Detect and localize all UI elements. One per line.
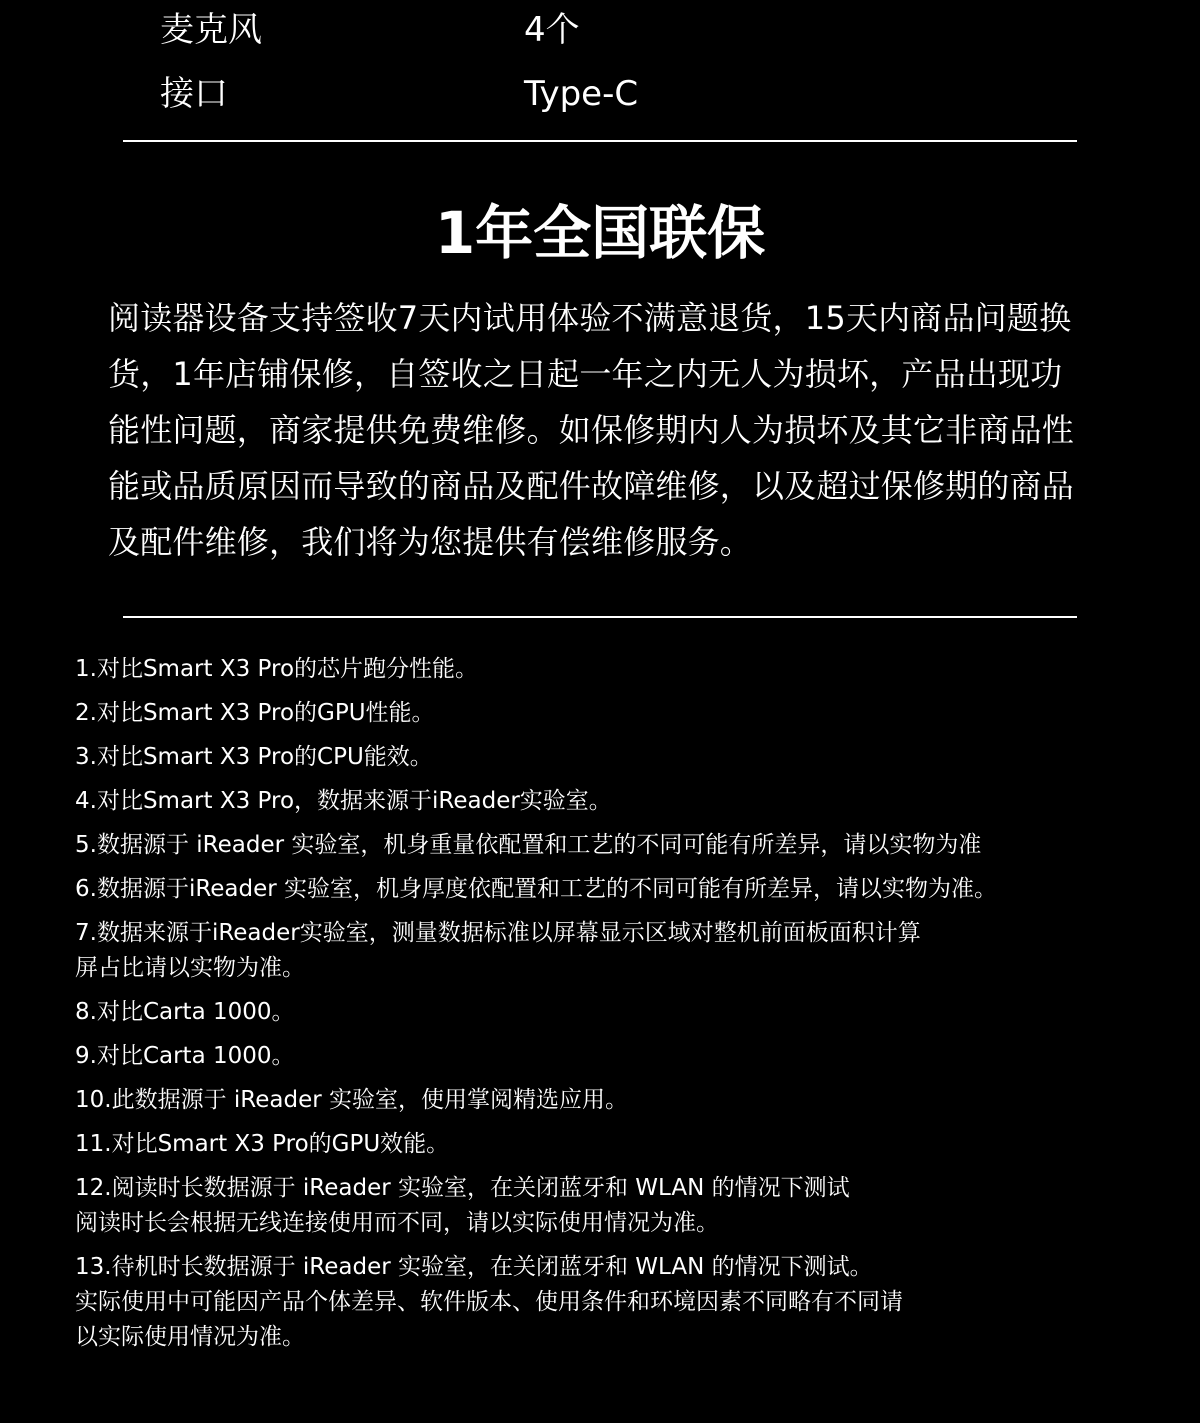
- footnote: [75, 784, 1125, 819]
- footnote-line: 6.数据源于iReader 实验室，机身厚度依配置和工艺的不同可能有所差异，请以实物为准。: [75, 876, 998, 902]
- footnote: [75, 1083, 1125, 1118]
- footnote-line: 阅读时长会根据无线连接使用而不同，请以实际使用情况为准。: [75, 1210, 719, 1236]
- footnote-line: 13.待机时长数据源于 iReader 实验室，在关闭蓝牙和 WLAN 的情况下测试。: [75, 1254, 873, 1280]
- spec-label: 麦克风: [160, 10, 262, 50]
- footnote: [75, 872, 1125, 907]
- footnote: [75, 828, 1125, 863]
- footnote-line: 3.对比Smart X3 Pro的CPU能效。: [75, 744, 433, 770]
- footnote: [75, 995, 1125, 1030]
- footnote: [75, 740, 1125, 775]
- footnote: [75, 1171, 1125, 1241]
- footnote-line: 8.对比Carta 1000。: [75, 999, 295, 1025]
- footnote-line: 以实际使用情况为准。: [75, 1324, 305, 1350]
- footnotes: [75, 652, 1125, 1364]
- footnote-line: 11.对比Smart X3 Pro的GPU效能。: [75, 1131, 450, 1157]
- footnote-line: 9.对比Carta 1000。: [75, 1043, 295, 1069]
- divider-bottom: [123, 616, 1077, 618]
- warranty-title: 1年全国联保: [434, 199, 766, 267]
- footnote: [75, 1250, 1125, 1355]
- footnote-line: 5.数据源于 iReader 实验室，机身重量依配置和工艺的不同可能有所差异，请以实物为准: [75, 832, 982, 858]
- footnote: [75, 916, 1125, 986]
- footnote-line: 1.对比Smart X3 Pro的芯片跑分性能。: [75, 656, 479, 682]
- footnote-line: 2.对比Smart X3 Pro的GPU性能。: [75, 700, 435, 726]
- footnote: [75, 652, 1125, 687]
- spec-row-port: [0, 69, 1200, 119]
- spec-value: Type-C: [524, 74, 639, 114]
- footnote-line: 4.对比Smart X3 Pro，数据来源于iReader实验室。: [75, 788, 612, 814]
- footnote: [75, 1127, 1125, 1162]
- footnote-line: 12.阅读时长数据源于 iReader 实验室，在关闭蓝牙和 WLAN 的情况下测试: [75, 1175, 850, 1201]
- warranty-body: 阅读器设备支持签收7天内试用体验不满意退货，15天内商品问题换货，1年店铺保修，自签收之日起一年之内无人为损坏，产品出现功能性问题，商家提供免费维修。如保修期内人为损坏及其它非商品性能或品质原因而导致的商品及配件故障维修，以及超过保修期的商品及配件维修，我们将为您提供有偿维修服务。: [108, 299, 1075, 561]
- spec-label: 接口: [160, 74, 228, 114]
- spec-row-microphone: [0, 5, 1200, 55]
- footnote-line: 7.数据来源于iReader实验室，测量数据标准以屏幕显示区域对整机前面板面积计算: [75, 920, 921, 946]
- divider-top: [123, 140, 1077, 142]
- footnote-line: 实际使用中可能因产品个体差异、软件版本、使用条件和环境因素不同略有不同请: [75, 1289, 903, 1315]
- spec-value: 4个: [524, 10, 580, 50]
- footnote-line: 屏占比请以实物为准。: [75, 955, 305, 981]
- footnote: [75, 1039, 1125, 1074]
- footnote: [75, 696, 1125, 731]
- footnote-line: 10.此数据源于 iReader 实验室，使用掌阅精选应用。: [75, 1087, 628, 1113]
